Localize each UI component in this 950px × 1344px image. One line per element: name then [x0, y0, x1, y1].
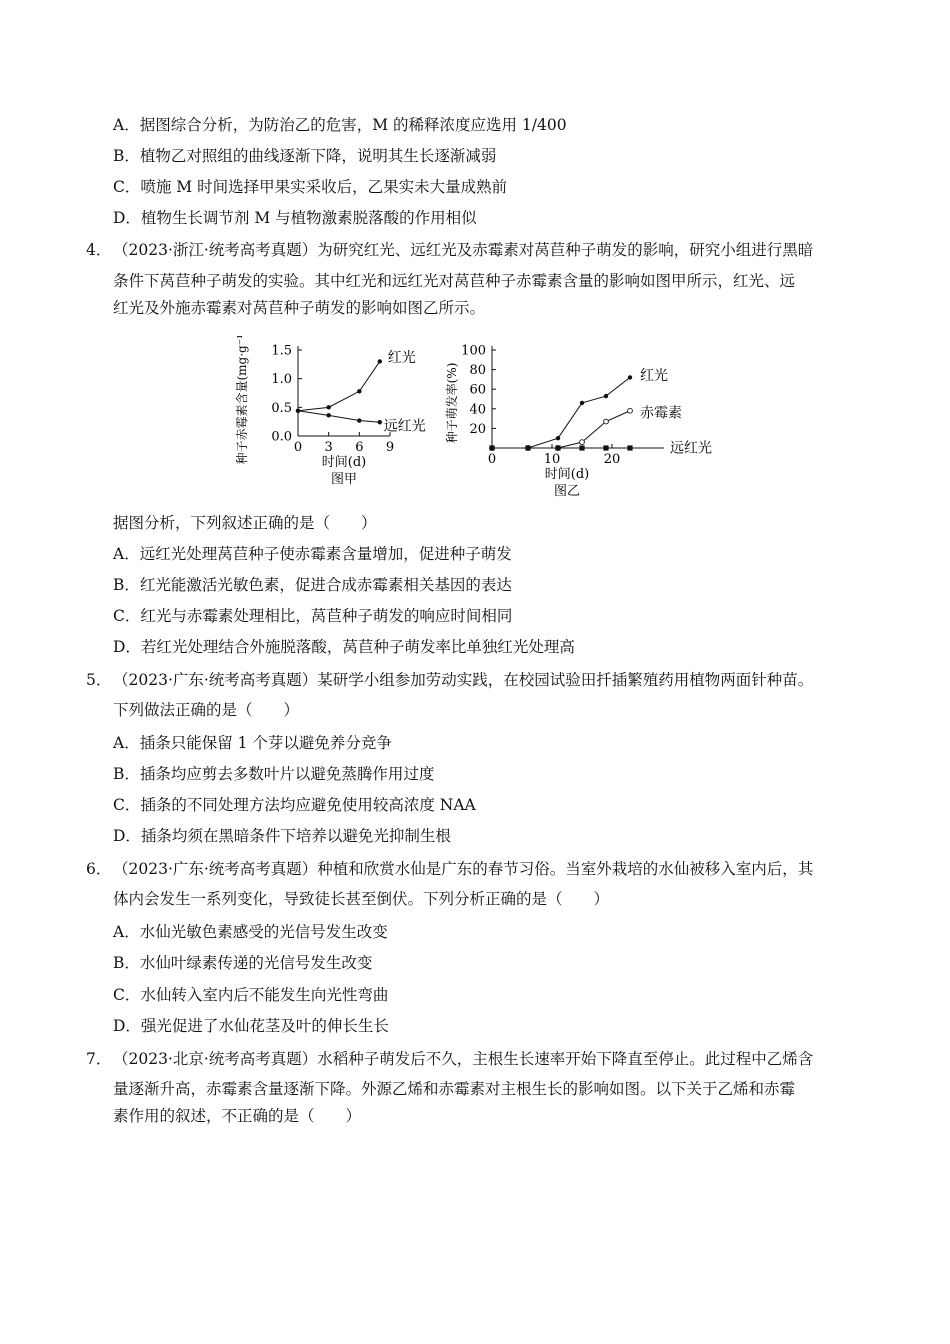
data-point: [489, 445, 494, 450]
data-point: [628, 375, 632, 379]
y-tick-label: 40: [469, 402, 486, 418]
data-point: [326, 405, 330, 409]
x-tick-label: 0: [487, 452, 497, 467]
q6-text-line: （2023·广东·统考高考真题）种植和欣赏水仙是广东的春节习俗。当室外栽培的水仙被移入室内后，其: [113, 860, 814, 878]
series-label: 红光: [387, 349, 416, 366]
series-label: 赤霉素: [640, 405, 682, 422]
series-label: 远红光: [670, 440, 712, 457]
q4-text-line: （2023·浙江·统考高考真题）为研究红光、远红光及赤霉素对莴苣种子萌发的影响，研究小组进行黑暗: [113, 241, 814, 259]
x-tick-label: 9: [385, 440, 395, 455]
x-tick-label: 3: [324, 440, 333, 455]
q5-text-line: （2023·广东·统考高考真题）某研学小组参加劳动实践，在校园试验田扦插繁殖药用植物两面针种苗。: [113, 671, 814, 689]
data-point: [580, 401, 584, 405]
q5-option-b: B．插条均应剪去多数叶片以避免蒸腾作用过度: [113, 765, 435, 783]
chart-jia-x-label: 时间(d): [321, 455, 367, 470]
data-point: [357, 389, 361, 393]
q5-option-a: A．插条只能保留 1 个芽以避免养分竞争: [113, 734, 392, 752]
series-label: 远红光: [383, 418, 426, 435]
data-point: [627, 445, 632, 450]
y-tick-label: 1.0: [271, 372, 292, 388]
series-line: [492, 377, 630, 448]
data-point: [378, 420, 382, 424]
q7-text-line: 量逐渐升高，赤霉素含量逐渐下降。外源乙烯和赤霉素对主根生长的影响如图。以下关于乙烯和赤霉: [113, 1080, 796, 1098]
data-point: [525, 445, 530, 450]
x-tick-label: 0: [293, 440, 303, 455]
series-line: [492, 411, 630, 448]
x-tick-label: 6: [355, 440, 364, 455]
chart-jia-y-label: 种子赤霉素含量(mg·g⁻¹): [235, 336, 249, 465]
y-tick-label: 0.0: [271, 429, 292, 445]
q7-number: 7．: [86, 1050, 112, 1068]
chart-yi-x-label: 时间(d): [544, 467, 590, 482]
q3-option-a: A．据图综合分析，为防治乙的危害，M 的稀释浓度应选用 1/400: [113, 116, 567, 134]
q4-text-line: 红光及外施赤霉素对莴苣种子萌发的影响如图乙所示。: [113, 299, 486, 317]
series-line: [298, 361, 380, 410]
q4-figures: [232, 336, 732, 506]
q5-number: 5．: [86, 671, 112, 689]
q3-option-b: B．植物乙对照组的曲线逐渐下降，说明其生长逐渐减弱: [113, 147, 497, 165]
q5-option-d: D．插条均须在黑暗条件下培养以避免光抑制生根: [113, 827, 451, 845]
data-point: [296, 409, 300, 413]
data-point: [604, 394, 608, 398]
q4-charts-svg: [232, 336, 732, 506]
data-point: [556, 436, 560, 440]
q3-option-c: C．喷施 M 时间选择甲果实采收后，乙果实未大量成熟前: [113, 178, 508, 196]
q6-option-b: B．水仙叶绿素传递的光信号发生改变: [113, 954, 373, 972]
chart-yi: [444, 344, 712, 500]
chart-jia: [234, 336, 426, 487]
q6-option-d: D．强光促进了水仙花茎及叶的伸长生长: [113, 1017, 389, 1035]
y-tick-label: 80: [469, 363, 486, 379]
q5-text-line: 下列做法正确的是（ ）: [113, 701, 300, 719]
q4-text-line: 条件下莴苣种子萌发的实验。其中红光和远红光对莴苣种子赤霉素含量的影响如图甲所示，红光、远: [113, 272, 796, 290]
q4-number: 4．: [86, 241, 112, 259]
q6-option-a: A．水仙光敏色素感受的光信号发生改变: [113, 923, 388, 941]
chart-yi-y-label: 种子萌发率(%): [445, 362, 459, 444]
q4-option-c: C．红光与赤霉素处理相比，莴苣种子萌发的响应时间相同: [113, 607, 513, 625]
data-point: [628, 408, 633, 413]
data-point: [580, 440, 585, 445]
series-label: 红光: [640, 367, 668, 384]
data-point: [604, 419, 609, 424]
y-tick-label: 60: [469, 382, 486, 398]
q6-number: 6．: [86, 860, 112, 878]
q4-option-d: D．若红光处理结合外施脱落酸，莴苣种子萌发率比单独红光处理高: [113, 638, 575, 656]
data-point: [378, 359, 382, 363]
data-point: [357, 418, 361, 422]
y-tick-label: 100: [461, 343, 486, 359]
chart-yi-title: 图乙: [553, 484, 581, 499]
q7-text-line: 素作用的叙述，不正确的是（ ）: [113, 1107, 362, 1125]
q4-option-b: B．红光能激活光敏色素，促进合成赤霉素相关基因的表达: [113, 576, 512, 594]
q6-option-c: C．水仙转入室内后不能发生向光性弯曲: [113, 986, 389, 1004]
q6-text-line: 体内会发生一系列变化，导致徒长甚至倒伏。下列分析正确的是（ ）: [113, 890, 610, 908]
series-line: [298, 411, 380, 422]
x-tick-label: 20: [603, 452, 621, 467]
y-tick-label: 1.5: [271, 343, 292, 359]
data-point: [603, 445, 608, 450]
q3-option-d: D．植物生长调节剂 M 与植物激素脱落酸的作用相似: [113, 209, 477, 227]
data-point: [579, 445, 584, 450]
q7-text-line: （2023·北京·统考高考真题）水稻种子萌发后不久，主根生长速率开始下降直至停止。此过程中乙烯含: [113, 1050, 814, 1068]
chart-jia-title: 图甲: [330, 472, 358, 487]
q4-stem: 据图分析，下列叙述正确的是（ ）: [113, 514, 377, 532]
q4-option-a: A．远红光处理莴苣种子使赤霉素含量增加，促进种子萌发: [113, 545, 512, 563]
y-tick-label: 0.5: [271, 400, 292, 416]
data-point: [555, 445, 560, 450]
q5-option-c: C．插条的不同处理方法均应避免使用较高浓度 NAA: [113, 796, 476, 814]
data-point: [326, 413, 330, 417]
y-tick-label: 20: [469, 421, 486, 437]
x-tick-label: 10: [543, 452, 561, 467]
